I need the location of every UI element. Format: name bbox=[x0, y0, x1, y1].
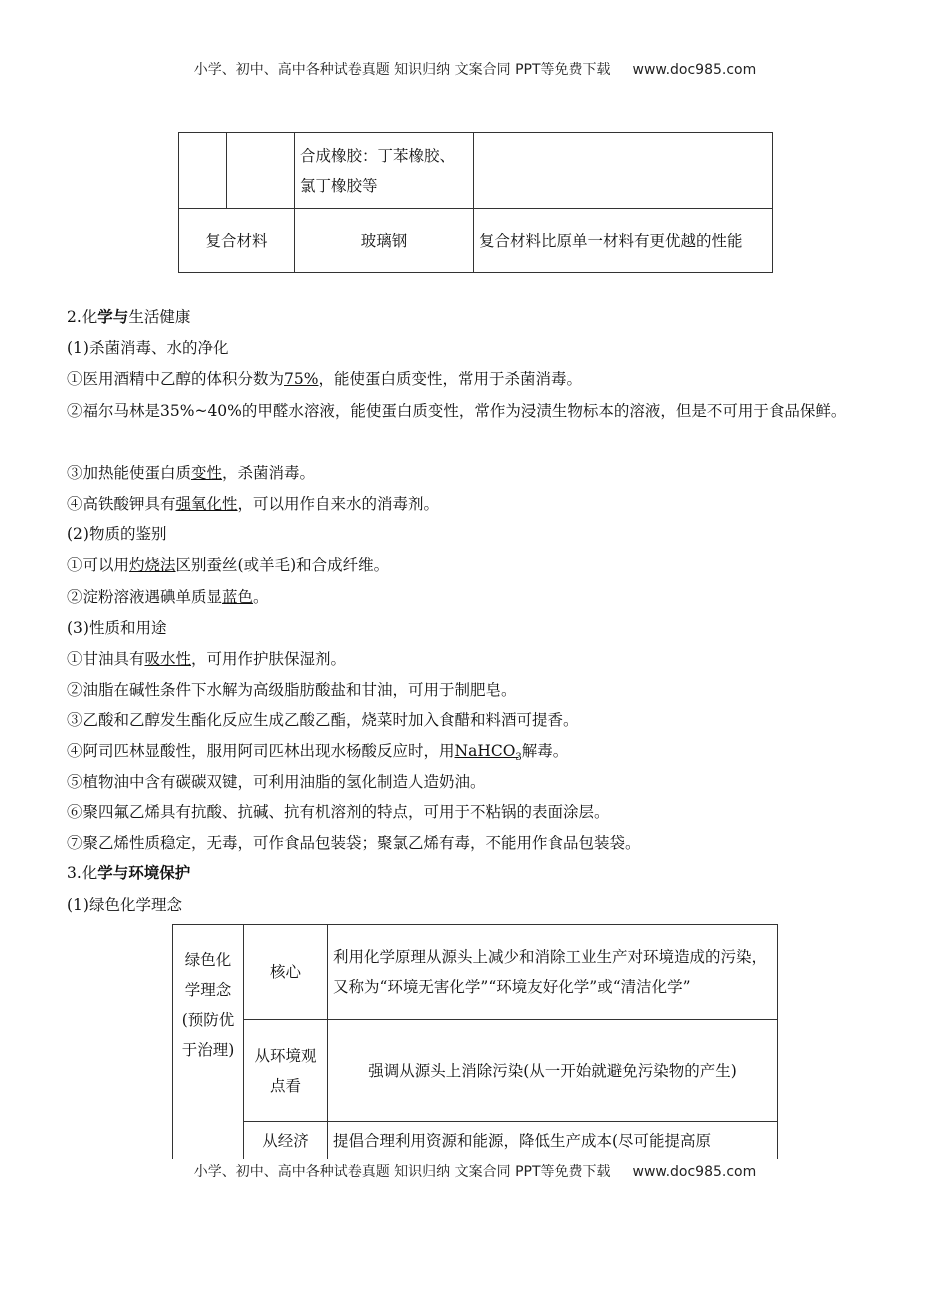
table-cell: 绿色化学理念(预防优于治理) bbox=[173, 925, 244, 1161]
table-cell: 合成橡胶：丁苯橡胶、氯丁橡胶等 bbox=[295, 133, 474, 209]
list-item: ②福尔马林是35%~40%的甲醛水溶液，能使蛋白质变性，常作为浸渍生物标本的溶液，但是不可用于食品保鲜。 bbox=[67, 402, 847, 420]
table-cell bbox=[227, 133, 295, 209]
subsection-title: (2)物质的鉴别 bbox=[67, 525, 167, 543]
table-row bbox=[179, 209, 773, 273]
header-text: 小学、初中、高中各种试卷真题 知识归纳 文案合同 PPT等免费下载 bbox=[193, 62, 611, 78]
list-item: ②油脂在碱性条件下水解为高级脂肪酸盐和甘油，可用于制肥皂。 bbox=[67, 681, 517, 699]
list-item: ④高铁酸钾具有强氧化性，可以用作自来水的消毒剂。 bbox=[67, 495, 440, 513]
list-item: ①甘油具有吸水性，可用作护肤保湿剂。 bbox=[67, 650, 347, 668]
table-cell: 核心 bbox=[244, 925, 328, 1020]
subsection-title: (1)杀菌消毒、水的净化 bbox=[67, 339, 229, 357]
table-cell: 利用化学原理从源头上减少和消除工业生产对环境造成的污染，又称为“环境无害化学”“环境友好化学”或“清洁化学” bbox=[328, 925, 778, 1020]
section-2-title: 2.化学与生活健康 bbox=[67, 307, 191, 326]
list-item: ②淀粉溶液遇碘单质显蓝色。 bbox=[67, 588, 269, 606]
table-cell: 从经济 bbox=[244, 1122, 328, 1161]
table-row bbox=[173, 1020, 778, 1122]
green-chemistry-table bbox=[172, 924, 778, 1161]
table-cell: 复合材料比原单一材料有更优越的性能 bbox=[474, 209, 773, 273]
page-header bbox=[0, 59, 950, 79]
list-item: ⑥聚四氟乙烯具有抗酸、抗碱、抗有机溶剂的特点，可用于不粘锅的表面涂层。 bbox=[67, 803, 610, 821]
table-row bbox=[173, 925, 778, 1020]
table-cell bbox=[179, 133, 227, 209]
list-item: ①医用酒精中乙醇的体积分数为75%，能使蛋白质变性，常用于杀菌消毒。 bbox=[67, 370, 582, 388]
table-cell: 提倡合理利用资源和能源，降低生产成本(尽可能提高原 bbox=[328, 1122, 778, 1161]
table-row bbox=[179, 133, 773, 209]
table-row bbox=[173, 1122, 778, 1161]
subsection-title: (1)绿色化学理念 bbox=[67, 896, 182, 914]
subsection-title: (3)性质和用途 bbox=[67, 619, 167, 637]
list-item: ③加热能使蛋白质变性，杀菌消毒。 bbox=[67, 464, 316, 482]
table-cell: 玻璃钢 bbox=[295, 209, 474, 273]
list-item: ①可以用灼烧法区别蚕丝(或羊毛)和合成纤维。 bbox=[67, 556, 390, 574]
section-3-title: 3.化学与环境保护 bbox=[67, 863, 191, 882]
list-item: ⑤植物油中含有碳碳双键，可利用油脂的氢化制造人造奶油。 bbox=[67, 773, 486, 791]
table-cell bbox=[474, 133, 773, 209]
table-cell: 复合材料 bbox=[179, 209, 295, 273]
table-cell: 从环境观点看 bbox=[244, 1020, 328, 1122]
page-footer bbox=[0, 1159, 950, 1183]
footer-text: 小学、初中、高中各种试卷真题 知识归纳 文案合同 PPT等免费下载 bbox=[193, 1164, 611, 1180]
header-site[interactable]: www.doc985.com bbox=[632, 62, 757, 78]
list-item: ④阿司匹林显酸性，服用阿司匹林出现水杨酸反应时，用NaHCO$_3$解毒。 bbox=[67, 742, 569, 764]
table-cell: 强调从源头上消除污染(从一开始就避免污染物的产生) bbox=[328, 1020, 778, 1122]
list-item: ⑦聚乙烯性质稳定，无毒，可作食品包装袋；聚氯乙烯有毒，不能用作食品包装袋。 bbox=[67, 834, 641, 852]
list-item: ③乙酸和乙醇发生酯化反应生成乙酸乙酯，烧菜时加入食醋和料酒可提香。 bbox=[67, 711, 579, 729]
footer-site[interactable]: www.doc985.com bbox=[632, 1164, 757, 1180]
materials-table bbox=[178, 132, 773, 273]
